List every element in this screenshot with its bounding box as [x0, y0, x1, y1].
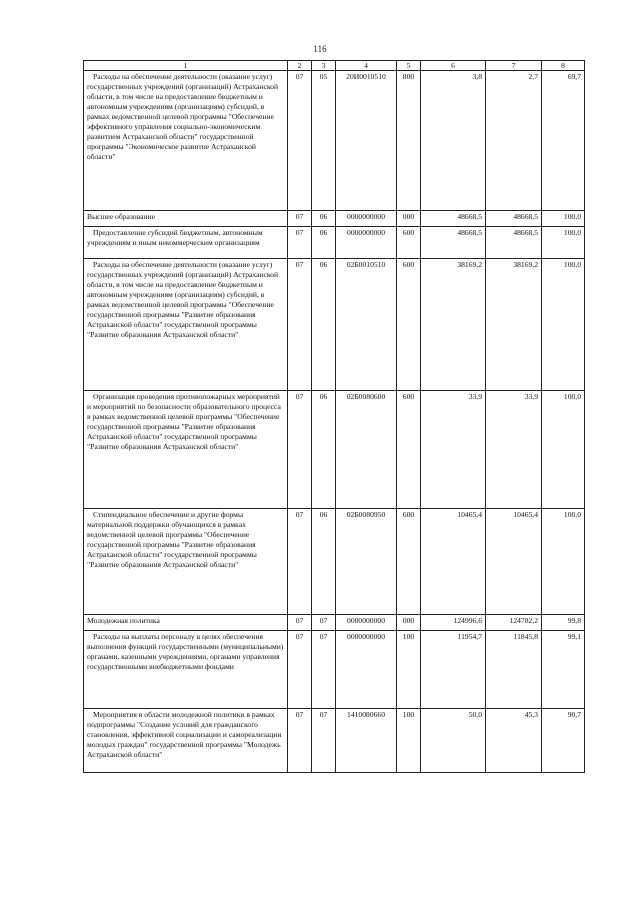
- table-row: [84, 631, 585, 709]
- executed-amount: 11845,8: [486, 631, 542, 709]
- execution-percent: 99,8: [542, 615, 585, 631]
- column-header: 8: [542, 61, 585, 71]
- target-article-code: 20И0010510: [336, 71, 397, 211]
- row-name: Организация проведения противопожарных мероприятий и мероприятий по безопасности образовательного процесса в рамках ведомственной целевой программы "Обеспечение государственной программы "Развитие образования Астраханской области" государственной программы "Развитие образования Астраханской области": [84, 391, 288, 509]
- expense-type-code: 600: [397, 227, 421, 259]
- expense-type-code: 000: [397, 615, 421, 631]
- approved-amount: 50,0: [421, 709, 486, 773]
- target-article-code: 0000000000: [336, 227, 397, 259]
- section-code: 07: [288, 615, 312, 631]
- target-article-code: 02Б0080600: [336, 391, 397, 509]
- section-code: 07: [288, 391, 312, 509]
- subsection-code: 06: [312, 259, 336, 391]
- table-row: [84, 211, 585, 227]
- target-article-code: 0000000000: [336, 211, 397, 227]
- subsection-code: 05: [312, 71, 336, 211]
- execution-percent: 90,7: [542, 709, 585, 773]
- executed-amount: 10465,4: [486, 509, 542, 615]
- execution-percent: 100,0: [542, 509, 585, 615]
- column-header: 1: [84, 61, 288, 71]
- table-row: [84, 259, 585, 391]
- expense-type-code: 600: [397, 509, 421, 615]
- expense-type-code: 600: [397, 391, 421, 509]
- row-name: Предоставление субсидий бюджетным, автономным учреждениям и иным некоммерческим организациям: [84, 227, 288, 259]
- subsection-code: 06: [312, 211, 336, 227]
- target-article-code: 0000000000: [336, 615, 397, 631]
- subsection-code: 06: [312, 227, 336, 259]
- approved-amount: 38169,2: [421, 259, 486, 391]
- table-row: [84, 509, 585, 615]
- subsection-code: 07: [312, 631, 336, 709]
- table-row: [84, 615, 585, 631]
- column-header: 3: [312, 61, 336, 71]
- approved-amount: 48668,5: [421, 227, 486, 259]
- column-header: 4: [336, 61, 397, 71]
- row-name: Молодежная политика: [84, 615, 288, 631]
- execution-percent: 100,0: [542, 259, 585, 391]
- target-article-code: 02Б0080950: [336, 509, 397, 615]
- target-article-code: 1410080660: [336, 709, 397, 773]
- executed-amount: 124782,2: [486, 615, 542, 631]
- executed-amount: 48668,5: [486, 227, 542, 259]
- execution-percent: 100,0: [542, 211, 585, 227]
- section-code: 07: [288, 631, 312, 709]
- table-row: [84, 709, 585, 773]
- subsection-code: 06: [312, 391, 336, 509]
- target-article-code: 02Б0010510: [336, 259, 397, 391]
- budget-table: [83, 60, 585, 773]
- section-code: 07: [288, 227, 312, 259]
- subsection-code: 07: [312, 615, 336, 631]
- row-name: Расходы на выплаты персоналу в целях обеспечения выполнения функций государственными (муниципальными) органами, казенными учреждениями, органами управления государственными внебюджетными фондами: [84, 631, 288, 709]
- section-code: 07: [288, 211, 312, 227]
- expense-type-code: 000: [397, 211, 421, 227]
- subsection-code: 06: [312, 509, 336, 615]
- target-article-code: 0000000000: [336, 631, 397, 709]
- section-code: 07: [288, 71, 312, 211]
- column-header: 5: [397, 61, 421, 71]
- column-header: 2: [288, 61, 312, 71]
- table-row: [84, 227, 585, 259]
- approved-amount: 10465,4: [421, 509, 486, 615]
- execution-percent: 99,1: [542, 631, 585, 709]
- expense-type-code: 800: [397, 71, 421, 211]
- executed-amount: 33,9: [486, 391, 542, 509]
- column-header: 7: [486, 61, 542, 71]
- execution-percent: 100,0: [542, 227, 585, 259]
- section-code: 07: [288, 709, 312, 773]
- execution-percent: 69,7: [542, 71, 585, 211]
- executed-amount: 48668,5: [486, 211, 542, 227]
- approved-amount: 11954,7: [421, 631, 486, 709]
- approved-amount: 3,8: [421, 71, 486, 211]
- expense-type-code: 100: [397, 631, 421, 709]
- table-row: [84, 391, 585, 509]
- subsection-code: 07: [312, 709, 336, 773]
- approved-amount: 48668,5: [421, 211, 486, 227]
- approved-amount: 33,9: [421, 391, 486, 509]
- execution-percent: 100,0: [542, 391, 585, 509]
- row-name: Стипендиальное обеспечение и другие формы материальной поддержки обучающихся в рамках ведомственной целевой программы "Обеспечение государственной программы "Развитие образования Астраханской области" государственной программы "Развитие образования Астраханской области": [84, 509, 288, 615]
- executed-amount: 45,3: [486, 709, 542, 773]
- section-code: 07: [288, 259, 312, 391]
- expense-type-code: 600: [397, 259, 421, 391]
- header-row: [84, 61, 585, 71]
- expense-type-code: 100: [397, 709, 421, 773]
- section-code: 07: [288, 509, 312, 615]
- column-header: 6: [421, 61, 486, 71]
- row-name: Расходы на обеспечение деятельности (оказание услуг) государственных учреждений (организаций) Астраханской области, в том числе на предоставление бюджетным и автономным учреждениям (организациям) субсидий, в рамках ведомственной целевой программы "Обеспечение эффективного управления социально-экономическим развитием Астраханской области" государственной программы "Экономическое развитие Астраханской области": [84, 71, 288, 211]
- row-name: Мероприятия в области молодежной политики в рамках подпрограммы "Создание условий для гражданского становления, эффективной социализации и самореализации молодых граждан" государственной программы "Молодежь Астраханской области": [84, 709, 288, 773]
- row-name: Высшее образование: [84, 211, 288, 227]
- approved-amount: 124996,6: [421, 615, 486, 631]
- table-row: [84, 71, 585, 211]
- row-name: Расходы на обеспечение деятельности (оказание услуг) государственных учреждений (организаций) Астраханской области, в том числе на предоставление бюджетным и автономным учреждениям (организациям) субсидий, в рамках ведомственной целевой программы "Обеспечение государственной программы "Развитие образования Астраханской области" государственной программы "Развитие образования Астраханской области": [84, 259, 288, 391]
- executed-amount: 38169,2: [486, 259, 542, 391]
- executed-amount: 2,7: [486, 71, 542, 211]
- page-number: 116: [313, 44, 327, 54]
